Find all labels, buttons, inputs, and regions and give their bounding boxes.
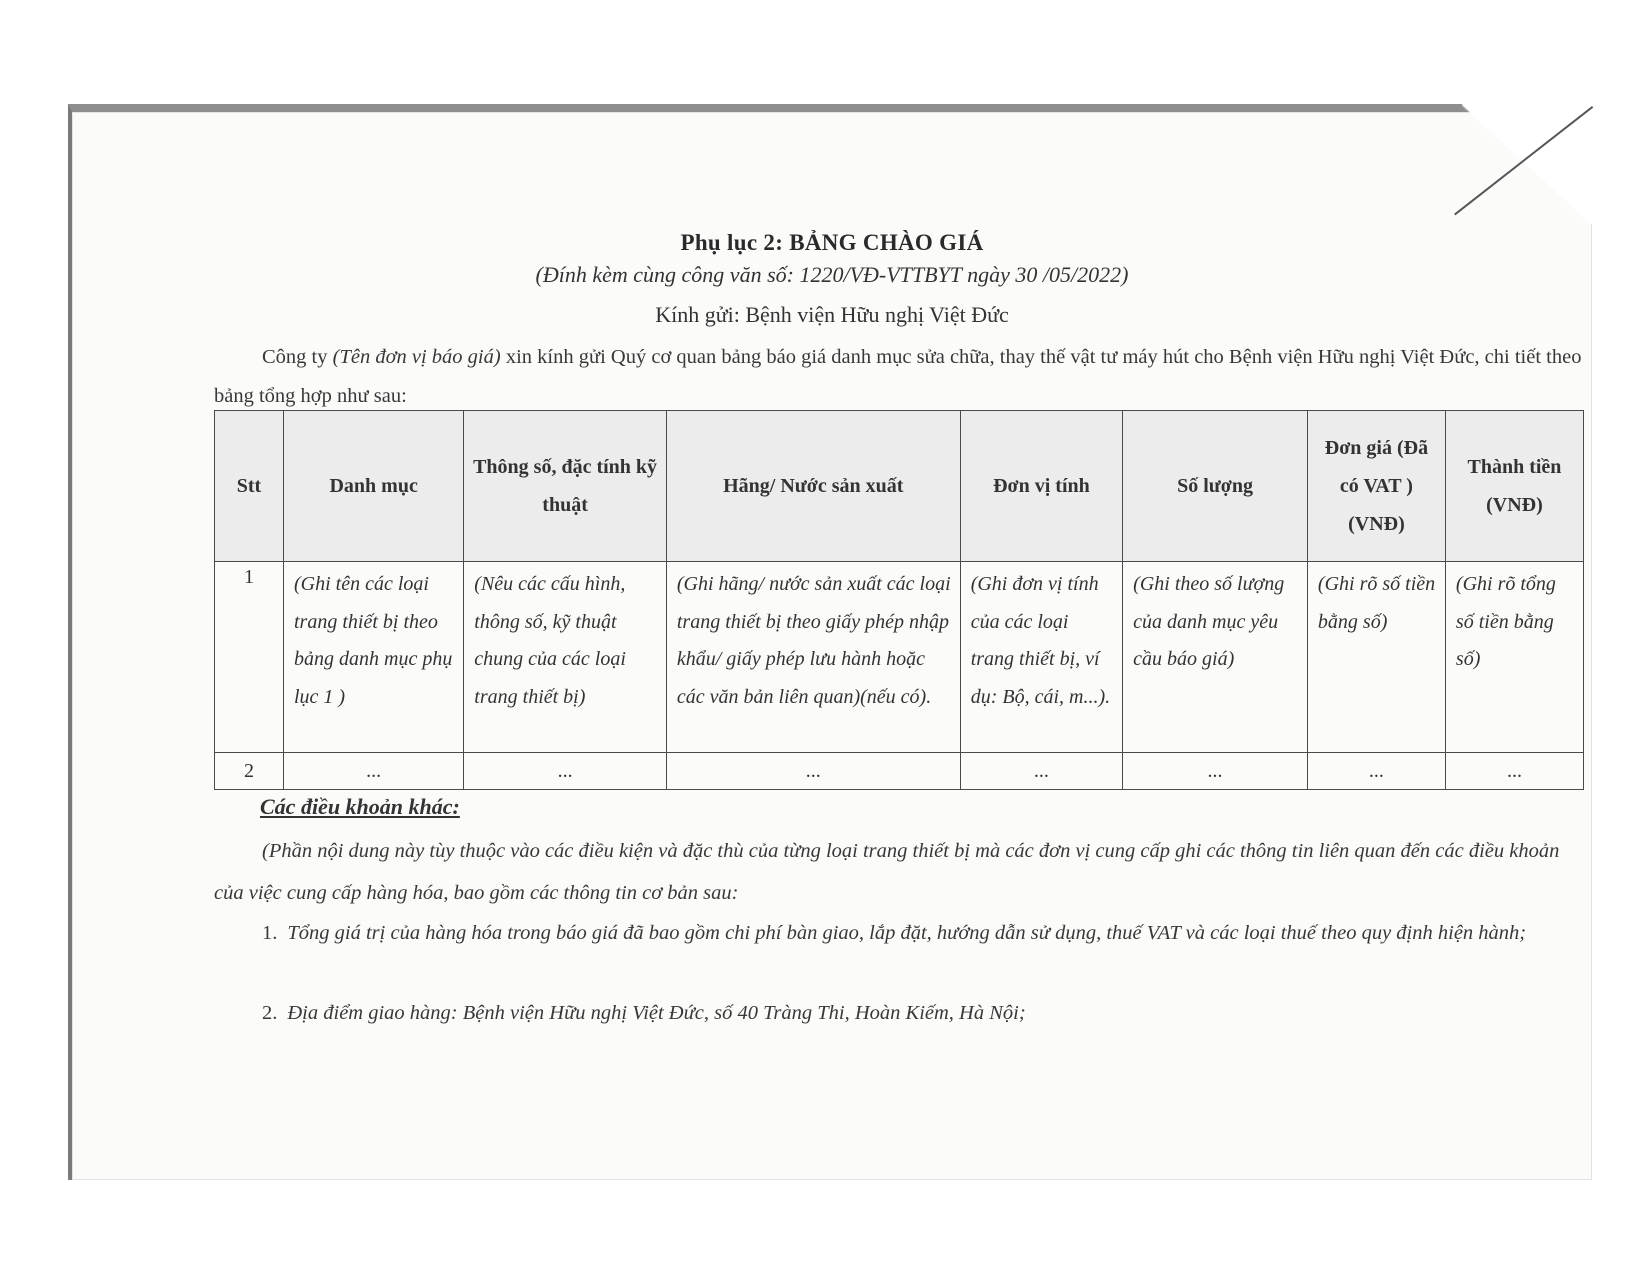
cell-don-vi: (Ghi đơn vị tính của các loại trang thiết bị, ví dụ: Bộ, cái, m...). xyxy=(960,562,1122,753)
cell-hang-nuoc: (Ghi hãng/ nước sản xuất các loại trang thiết bị theo giấy phép nhập khẩu/ giấy phép lưu hành hoặc các văn bản liên quan)(nếu có). xyxy=(666,562,960,753)
cell-so-luong: (Ghi theo số lượng của danh mục yêu cầu báo giá) xyxy=(1123,562,1308,753)
cell-hang-nuoc: ... xyxy=(666,753,960,790)
header-thanh-tien: Thành tiền (VNĐ) xyxy=(1445,411,1583,562)
quotation-table xyxy=(214,410,1584,790)
table-header-row xyxy=(215,411,1584,562)
header-thong-so: Thông số, đặc tính kỹ thuật xyxy=(464,411,667,562)
terms-item-text: Tổng giá trị của hàng hóa trong báo giá đã bao gồm chi phí bàn giao, lắp đặt, hướng dẫn sử dụng, thuế VAT và các loại thuế theo quy định hiện hành; xyxy=(287,922,1527,944)
terms-intro: (Phần nội dung này tùy thuộc vào các điều kiện và đặc thù của từng loại trang thiết bị mà các đơn vị cung cấp ghi các thông tin liên quan đến các điều khoản của việc cung cấp hàng hóa, bao gồm các thông tin cơ bản sau: xyxy=(214,840,1560,904)
intro-end: xin kính gửi Quý cơ quan bảng báo giá danh mục sửa chữa, thay thế vật tư máy hút cho Bệnh viện Hữu nghị Việt Đức, chi tiết theo bảng tổng hợp như sau: xyxy=(214,346,1582,407)
recipient-line: Kính gửi: Bệnh viện Hữu nghị Việt Đức xyxy=(655,302,1009,327)
title-prefix: Phụ lục 2: xyxy=(680,230,790,255)
terms-item-text: Địa điểm giao hàng: Bệnh viện Hữu nghị Việt Đức, số 40 Tràng Thi, Hoàn Kiếm, Hà Nội; xyxy=(287,1002,1026,1024)
cell-don-gia: ... xyxy=(1307,753,1445,790)
cell-thong-so: ... xyxy=(464,753,667,790)
header-danh-muc: Danh mục xyxy=(284,411,464,562)
terms-item xyxy=(214,992,1584,1034)
terms-item-number: 1. xyxy=(262,922,278,944)
terms-item xyxy=(214,912,1584,954)
header-don-gia: Đơn giá (Đã có VAT ) (VNĐ) xyxy=(1307,411,1445,562)
cell-thong-so: (Nêu các cấu hình, thông số, kỹ thuật chung của các loại trang thiết bị) xyxy=(464,562,667,753)
cell-don-gia: (Ghi rõ số tiền bằng số) xyxy=(1307,562,1445,753)
header-stt: Stt xyxy=(215,411,284,562)
cell-thanh-tien: (Ghi rõ tổng số tiền bằng số) xyxy=(1445,562,1583,753)
intro-paragraph xyxy=(214,338,1584,416)
table-row xyxy=(215,562,1584,753)
intro-company-placeholder: (Tên đơn vị báo giá) xyxy=(332,346,501,368)
header-hang-nuoc: Hãng/ Nước sản xuất xyxy=(666,411,960,562)
cell-thanh-tien: ... xyxy=(1445,753,1583,790)
document-page xyxy=(68,104,1592,1180)
terms-heading: Các điều khoản khác: xyxy=(260,794,460,819)
cell-stt: 2 xyxy=(215,753,284,790)
cell-so-luong: ... xyxy=(1123,753,1308,790)
header-so-luong: Số lượng xyxy=(1123,411,1308,562)
document-title xyxy=(72,230,1592,256)
document-subtitle: (Đính kèm cùng công văn số: 1220/VĐ-VTTBYT ngày 30 /05/2022) xyxy=(535,262,1129,287)
title-main: BẢNG CHÀO GIÁ xyxy=(789,230,984,255)
cell-don-vi: ... xyxy=(960,753,1122,790)
terms-item-number: 2. xyxy=(262,1002,278,1024)
table-row xyxy=(215,753,1584,790)
cell-danh-muc: ... xyxy=(284,753,464,790)
cell-stt: 1 xyxy=(215,562,284,753)
intro-start: Công ty xyxy=(262,346,333,368)
cell-danh-muc: (Ghi tên các loại trang thiết bị theo bảng danh mục phụ lục 1 ) xyxy=(284,562,464,753)
header-don-vi: Đơn vị tính xyxy=(960,411,1122,562)
